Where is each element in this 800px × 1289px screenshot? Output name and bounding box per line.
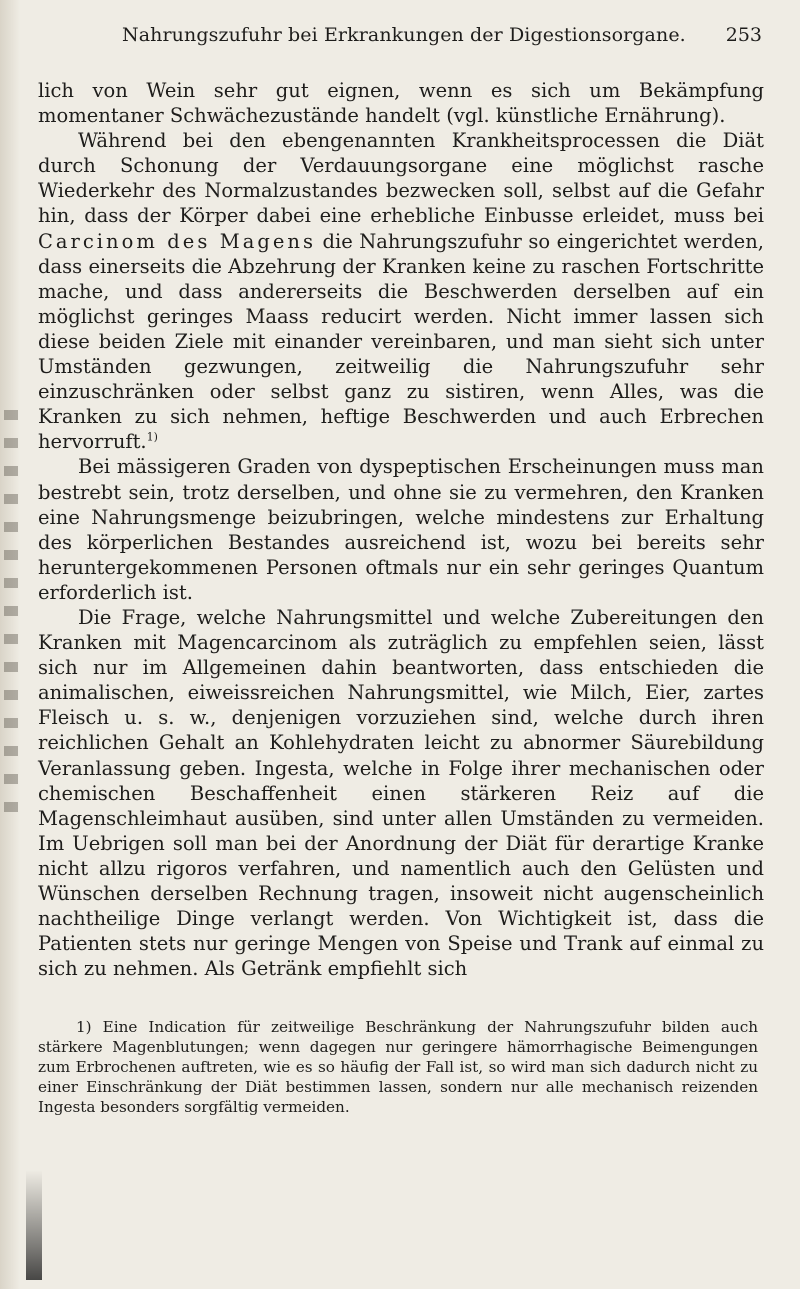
footnote-reference: 1): [146, 430, 158, 444]
running-title: Nahrungszufuhr bei Erkrankungen der Digestionsorgane.: [122, 24, 686, 46]
paragraph-3: Bei mässigeren Graden von dyspeptischen Erscheinungen muss man bestrebt sein, trotz derselben, und ohne sie zu vermehren, den Kranken eine Nahrungsmenge beizubringen, welche mindestens zur Erhaltung des körperlichen Bestandes ausreichend ist, wozu bei bereits sehr heruntergekommenen Personen oftmals nur ein sehr geringes Quantum erforderlich ist.: [38, 455, 764, 604]
footnote-1: 1) Eine Indication für zeitweilige Beschränkung der Nahrungszufuhr bilden auch stärkere Magenblutungen; wenn dagegen nur geringere hämorrhagische Beimengungen zum Erbrochenen auftreten, wie es so häufig der Fall ist, so wird man sich dadurch nicht zu einer Einschränkung der Diät bestimmen lassen, sondern nur alle mechanisch reizenden Ingesta besonders sorgfältig vermeiden.: [38, 1018, 758, 1116]
binding-shadow: [26, 1170, 42, 1280]
body-text: [38, 78, 764, 981]
paragraph-2: [38, 128, 764, 454]
paragraph-1: lich von Wein sehr gut eignen, wenn es sich um Bekämpfung momentaner Schwächezustände handelt (vgl. künstliche Ernährung).: [38, 79, 764, 128]
paragraph-2-start: Während bei den ebengenannten Krankheitsprocessen die Diät durch Schonung der Verdauungsorgane eine möglichst rasche Wiederkehr des Normalzustandes bezwecken soll, selbst auf die Gefahr hin, dass der Körper dabei eine erhebliche Einbusse erleidet, muss bei: [38, 129, 764, 228]
bleed-through-marks: [4, 410, 18, 830]
footnotes: [38, 1017, 758, 1117]
emphasized-term: Carcinom des Magens: [38, 229, 316, 253]
paragraph-4: Die Frage, welche Nahrungsmittel und welche Zubereitungen den Kranken mit Magencarcinom als zuträglich zu empfehlen seien, lässt sich nur im Allgemeinen dahin beantworten, dass entschieden die animalischen, eiweissreichen Nahrungsmittel, wie Milch, Eier, zartes Fleisch u. s. w., denjenigen vorzuziehen sind, welche durch ihren reichlichen Gehalt an Kohlehydraten leicht zu abnormer Säurebildung Veranlassung geben. Ingesta, welche in Folge ihrer mechanischen oder chemischen Beschaffenheit einen stärkeren Reiz auf die Magenschleimhaut ausüben, sind unter allen Umständen zu vermeiden. Im Uebrigen soll man bei der Anordnung der Diät für derartige Kranke nicht allzu rigoros verfahren, und namentlich auch den Gelüsten und Wünschen derselben Rechnung tragen, insoweit nicht augenscheinlich nachtheilige Dinge verlangt werden. Von Wichtigkeit ist, dass die Patienten stets nur geringe Mengen von Speise und Trank auf einmal zu sich zu nehmen. Als Getränk empfiehlt sich: [38, 605, 764, 981]
book-gutter: [0, 0, 20, 1289]
paragraph-2-rest: die Nahrungszufuhr so eingerichtet werden, dass einerseits die Abzehrung der Kranken keine zu raschen Fortschritte mache, und dass andererseits die Beschwerden derselben auf ein möglichst geringes Maass reducirt werden. Nicht immer lassen sich diese beiden Ziele mit einander vereinbaren, und man sieht sich unter Umständen gezwungen, zeitweilig die Nahrungszufuhr sehr einzuschränken oder selbst ganz zu sistiren, wenn Alles, was die Kranken zu sich nehmen, heftige Beschwerden und auch Erbrechen hervorruft.: [38, 229, 764, 454]
page-header: [112, 20, 762, 54]
page-number: 253: [725, 24, 762, 46]
